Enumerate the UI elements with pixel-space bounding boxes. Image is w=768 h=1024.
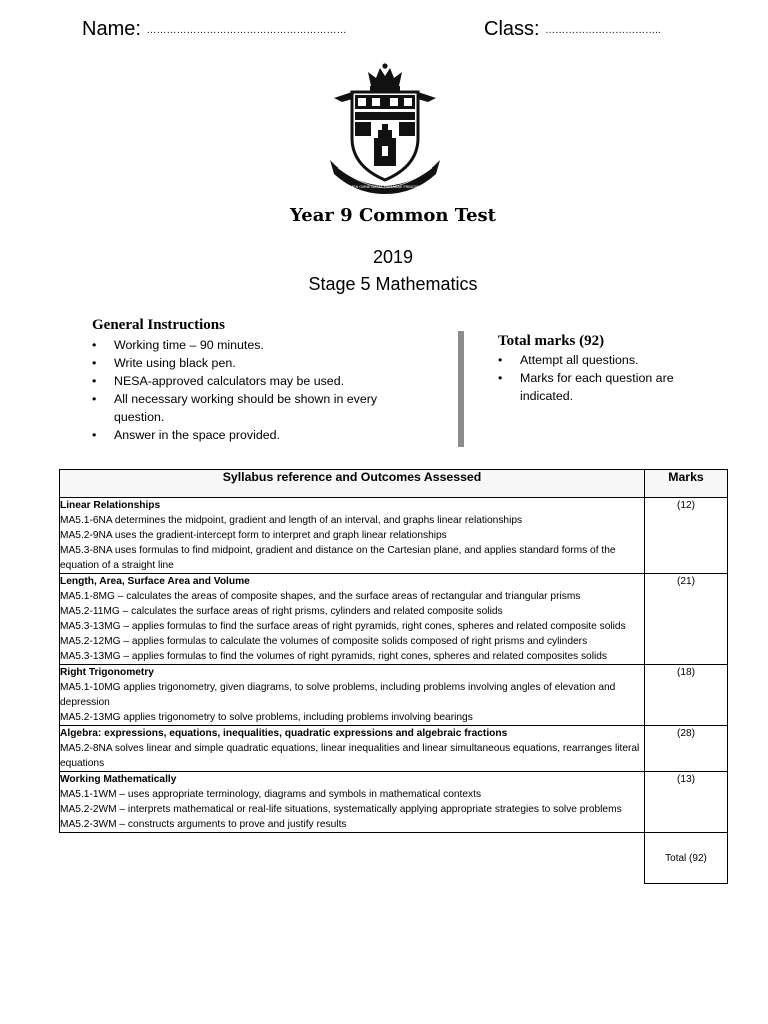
outcome-line: MA5.2-3WM – constructs arguments to prove and justify results (60, 819, 347, 830)
class-field (484, 18, 661, 41)
outcome-line: MA5.3-13MG – applies formulas to find the surface areas of right pyramids, right cones, spheres and related composite solids (60, 621, 626, 632)
blank-cell (60, 833, 645, 884)
section-title: Linear Relationships (60, 500, 161, 511)
marks-cell: (13) (645, 772, 728, 833)
section-title: Algebra: expressions, equations, inequalities, quadratic expressions and algebraic fractions (60, 728, 508, 739)
outcome-line: MA5.1-10MG applies trigonometry, given diagrams, to solve problems, including problems involving angles of elevation and depression (60, 682, 616, 708)
total-marks-cell: Total (92) (645, 833, 728, 884)
outcome-line: MA5.2-8NA solves linear and simple quadratic equations, linear inequalities and linear simultaneous equations, rearranges literal equations (60, 743, 640, 769)
outcome-line: MA5.2-12MG – applies formulas to calculate the volumes of composite solids composed of right prisms and cylinders (60, 636, 588, 647)
table-row (60, 772, 728, 833)
instruction-item: • All necessary working should be shown in every question. (92, 390, 402, 426)
crown-icon (368, 63, 402, 91)
instruction-item: • Answer in the space provided. (92, 426, 402, 444)
section-title: Right Trigonometry (60, 667, 154, 678)
syllabus-table (59, 469, 728, 884)
total-row (60, 833, 728, 884)
class-dots: …………………………….. (545, 25, 661, 36)
subject-title: Stage 5 Mathematics (308, 274, 478, 294)
marks-header: Marks (645, 470, 728, 498)
crest-motto: LUMEN OMNE NATAE HUMANAE PRINCIPIUM (345, 185, 425, 189)
table-row (60, 665, 728, 726)
name-label: Name: (82, 18, 141, 40)
total-marks-heading: Total marks (92) (498, 333, 605, 349)
school-crest-logo (322, 62, 448, 194)
outcome-line: MA5.1-6NA determines the midpoint, gradient and length of an interval, and graphs linear relationships (60, 515, 523, 526)
outcome-line: MA5.2-13MG applies trigonometry to solve problems, including problems involving bearings (60, 712, 473, 723)
test-title: Year 9 Common Test (290, 205, 496, 226)
table-row (60, 726, 728, 772)
table-row (60, 574, 728, 665)
instruction-item: • Working time – 90 minutes. (92, 336, 402, 354)
divider-bar (458, 331, 464, 447)
outcome-line: MA5.1-1WM – uses appropriate terminology, diagrams and symbols in mathematical contexts (60, 789, 482, 800)
general-instructions-heading: General Instructions (92, 317, 225, 333)
outcomes-header: Syllabus reference and Outcomes Assessed (60, 470, 645, 498)
outcome-line: MA5.3-8NA uses formulas to find midpoint, gradient and distance on the Cartesian plane, and applies standard forms of the equation of a straight line (60, 545, 616, 571)
table-header-row (60, 470, 728, 498)
outcome-line: MA5.2-9NA uses the gradient-intercept form to interpret and graph linear relationships (60, 530, 447, 541)
table-row (60, 498, 728, 574)
total-marks-item: • Attempt all questions. (498, 351, 698, 369)
outcome-line: MA5.3-13MG – applies formulas to find the volumes of right pyramids, right cones, spheres and related composites solids (60, 651, 607, 662)
test-year: 2019 (372, 247, 414, 267)
marks-cell: (28) (645, 726, 728, 772)
section-title: Length, Area, Surface Area and Volume (60, 576, 250, 587)
class-label: Class: (484, 18, 540, 40)
instruction-item: • NESA-approved calculators may be used. (92, 372, 402, 390)
instruction-item: • Write using black pen. (92, 354, 402, 372)
outcome-line: MA5.1-8MG – calculates the areas of composite shapes, and the surface areas of rectangular and triangular prisms (60, 591, 581, 602)
name-field (82, 18, 346, 41)
marks-cell: (21) (645, 574, 728, 665)
general-instructions-list (92, 336, 402, 444)
outcome-line: MA5.2-2WM – interprets mathematical or real-life situations, systematically applying appropriate strategies to solve problems (60, 804, 622, 815)
total-marks-list (498, 351, 698, 405)
marks-cell: (18) (645, 665, 728, 726)
name-dots: …………………………………………………… (146, 25, 347, 36)
marks-cell: (12) (645, 498, 728, 574)
outcome-line: MA5.2-11MG – calculates the surface areas of right prisms, cylinders and related composite solids (60, 606, 503, 617)
total-marks-item: • Marks for each question are indicated. (498, 369, 698, 405)
section-title: Working Mathematically (60, 774, 177, 785)
